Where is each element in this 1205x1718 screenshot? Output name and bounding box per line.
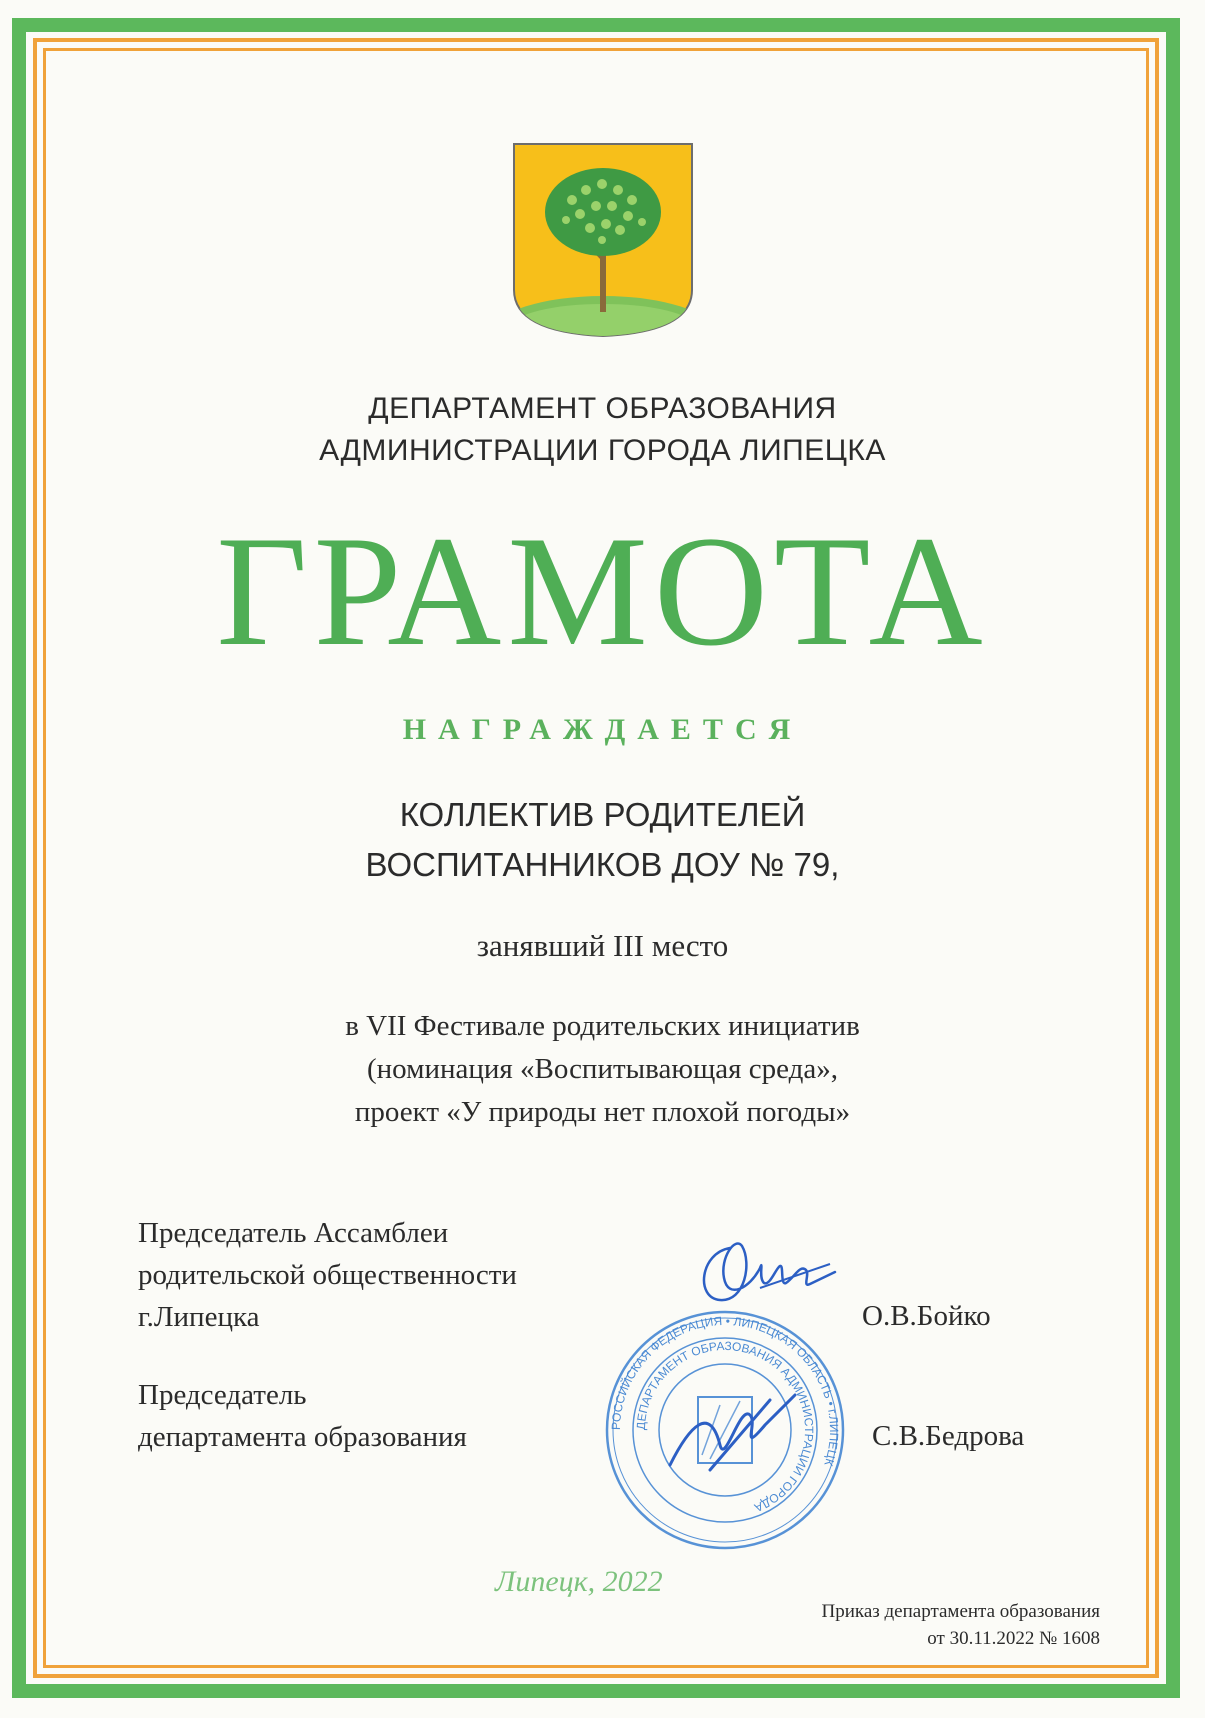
department-line-2: АДМИНИСТРАЦИИ ГОРОДА ЛИПЕЦКА [319, 434, 886, 467]
recipient-block [0, 790, 1205, 890]
place-text: занявший III место [476, 928, 729, 963]
festival-line-2: (номинация «Воспитывающая среда», [366, 1053, 839, 1085]
recipient-line-1: КОЛЛЕКТИВ РОДИТЕЛЕЙ [399, 796, 806, 833]
signer-1-role-line-2: родительской общественности [138, 1259, 517, 1291]
awarded-label: НАГРАЖДАЕТСЯ [402, 713, 803, 746]
signer-2-role-line-1: Председатель [138, 1379, 307, 1411]
festival-block [0, 1005, 1205, 1134]
official-stamp-icon [600, 1305, 850, 1560]
coat-of-arms-icon [510, 140, 696, 345]
signer-2-role [138, 1374, 467, 1458]
order-line-2: от 30.11.2022 № 1608 [927, 1628, 1100, 1649]
festival-line-1: в VII Фестивале родительских инициатив [345, 1010, 860, 1042]
department-line-1: ДЕПАРТАМЕНТ ОБРАЗОВАНИЯ [368, 392, 837, 425]
signer-2-role-line-2: департамента образования [138, 1421, 467, 1453]
signer-1-role-line-1: Председатель Ассамблеи [138, 1217, 449, 1249]
festival-line-3: проект «У природы нет плохой погоды» [354, 1096, 851, 1128]
stamp-inner-text: ДЕПАРТАМЕНТ ОБРАЗОВАНИЯ АДМИНИСТРАЦИИ ГОРОДА [633, 1338, 817, 1515]
document-title: ГРАМОТА [216, 504, 989, 679]
department-heading [0, 388, 1205, 472]
signer-1-role [138, 1212, 517, 1338]
signer-1-role-line-3: г.Липецка [138, 1301, 260, 1333]
order-line-1: Приказ департамента образования [821, 1601, 1100, 1622]
city-year: Липецк, 2022 [495, 1565, 663, 1598]
signer-1-name: О.В.Бойко [862, 1300, 991, 1332]
order-reference [821, 1598, 1100, 1652]
signer-2-name: С.В.Бедрова [872, 1420, 1025, 1452]
recipient-line-2: ВОСПИТАННИКОВ ДОУ № 79, [365, 846, 840, 883]
stamp-outer-text: РОССИЙСКАЯ ФЕДЕРАЦИЯ • ЛИПЕЦКАЯ ОБЛАСТЬ • г.ЛИПЕЦК [608, 1313, 842, 1468]
